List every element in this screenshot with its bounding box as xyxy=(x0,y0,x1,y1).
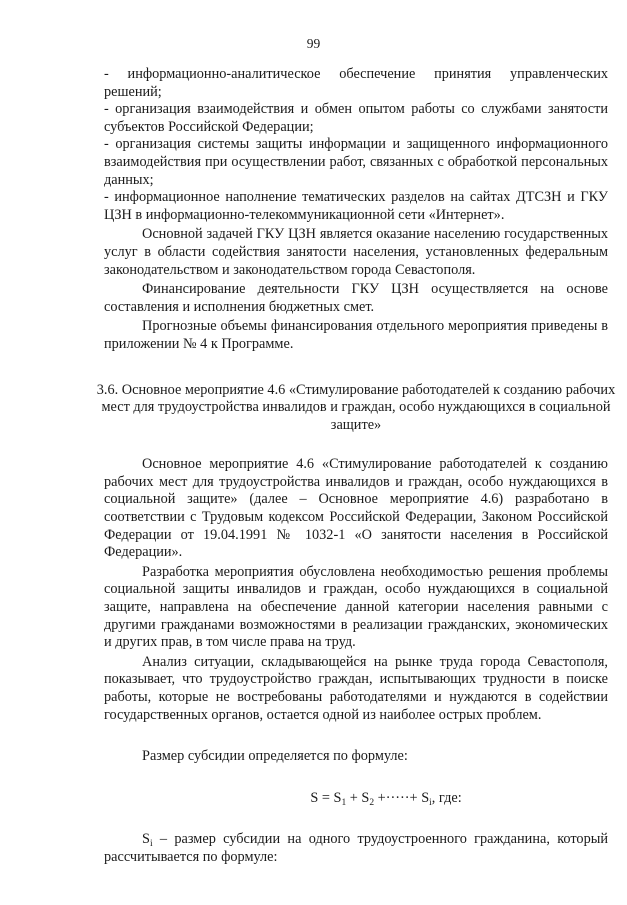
si-symbol: S xyxy=(142,831,150,848)
formula-sub-i: i xyxy=(429,797,432,808)
formula-plus-1: + S xyxy=(346,789,370,806)
formula-dots: +·····+ S xyxy=(374,789,430,806)
si-sub: i xyxy=(149,839,153,850)
formula-lhs: S = S xyxy=(310,789,342,806)
formula-sub-2: 2 xyxy=(369,797,375,808)
paragraph-main-task: Основной задачей ГКУ ЦЗН является оказание населению государственных услуг в области содействия занятости населения, установленных федеральным законодательством и законодательством города Севастополя. xyxy=(104,226,608,278)
si-text: – размер субсидии на одного трудоустроенного гражданина, который рассчитывается по формуле: xyxy=(104,831,608,865)
list-item-analytics: - информационно-аналитическое обеспечение принятия управленческих решений; xyxy=(104,66,608,100)
list-item-websites: - информационное наполнение тематических разделов на сайтах ДТСЗН и ГКУ ЦЗН в информационно-телекоммуникационной сети «Интернет». xyxy=(104,189,608,223)
formula-sub-1: 1 xyxy=(341,797,347,808)
formula-intro: Размер субсидии определяется по формуле: xyxy=(142,748,408,765)
document-body xyxy=(96,66,616,867)
paragraph-si-definition xyxy=(104,831,608,866)
page-number: 99 xyxy=(306,36,321,51)
paragraph-forecast: Прогнозные объемы финансирования отдельного мероприятия приведены в приложении № 4 к Программе. xyxy=(104,318,608,352)
list-item-cooperation: - организация взаимодействия и обмен опытом работы со службами занятости субъектов Российской Федерации; xyxy=(104,101,608,135)
paragraph-situation-analysis: Анализ ситуации, складывающейся на рынке труда города Севастополя, показывает, что трудоустройство граждан, испытывающих трудности в поиске работы, которые не востребованы работодателями и нуждаются в содействии государственных органов, остается одной из наиболее острых проблем. xyxy=(104,653,608,723)
paragraph-activity-rationale: Разработка мероприятия обусловлена необходимостью решения проблемы социальной защиты инвалидов и граждан, особо нуждающихся в социальной защите, направлена на обеспечение данной категории населения равными с другими гражданами возможностями в реализации гражданских, экономических и других прав, в том числе права на труд. xyxy=(104,563,608,651)
paragraph-financing: Финансирование деятельности ГКУ ЦЗН осуществляется на основе составления и исполнения бюджетных смет. xyxy=(104,281,608,315)
formula-tail: , где: xyxy=(431,789,462,806)
list-item-security: - организация системы защиты информации и защищенного информационного взаимодействия при осуществлении работ, связанных с обработкой персональных данных; xyxy=(104,136,608,188)
section-heading: 3.6. Основное мероприятие 4.6 «Стимулирование работодателей к созданию рабочих мест для трудоустройства инвалидов и граждан, особо нуждающихся в социальной защите» xyxy=(96,381,616,433)
subsidy-formula xyxy=(164,790,608,808)
paragraph-activity-basis: Основное мероприятие 4.6 «Стимулирование работодателей к созданию рабочих мест для трудоустройства инвалидов и граждан, особо нуждающихся в социальной защите» (далее – Основное мероприятие 4.6) разработано в соответствии с Трудовым кодексом Российской Федерации, Законом Российской Федерации от 19.04.1991 № 1032-1 «О занятости населения в Российской Федерации». xyxy=(104,456,608,561)
